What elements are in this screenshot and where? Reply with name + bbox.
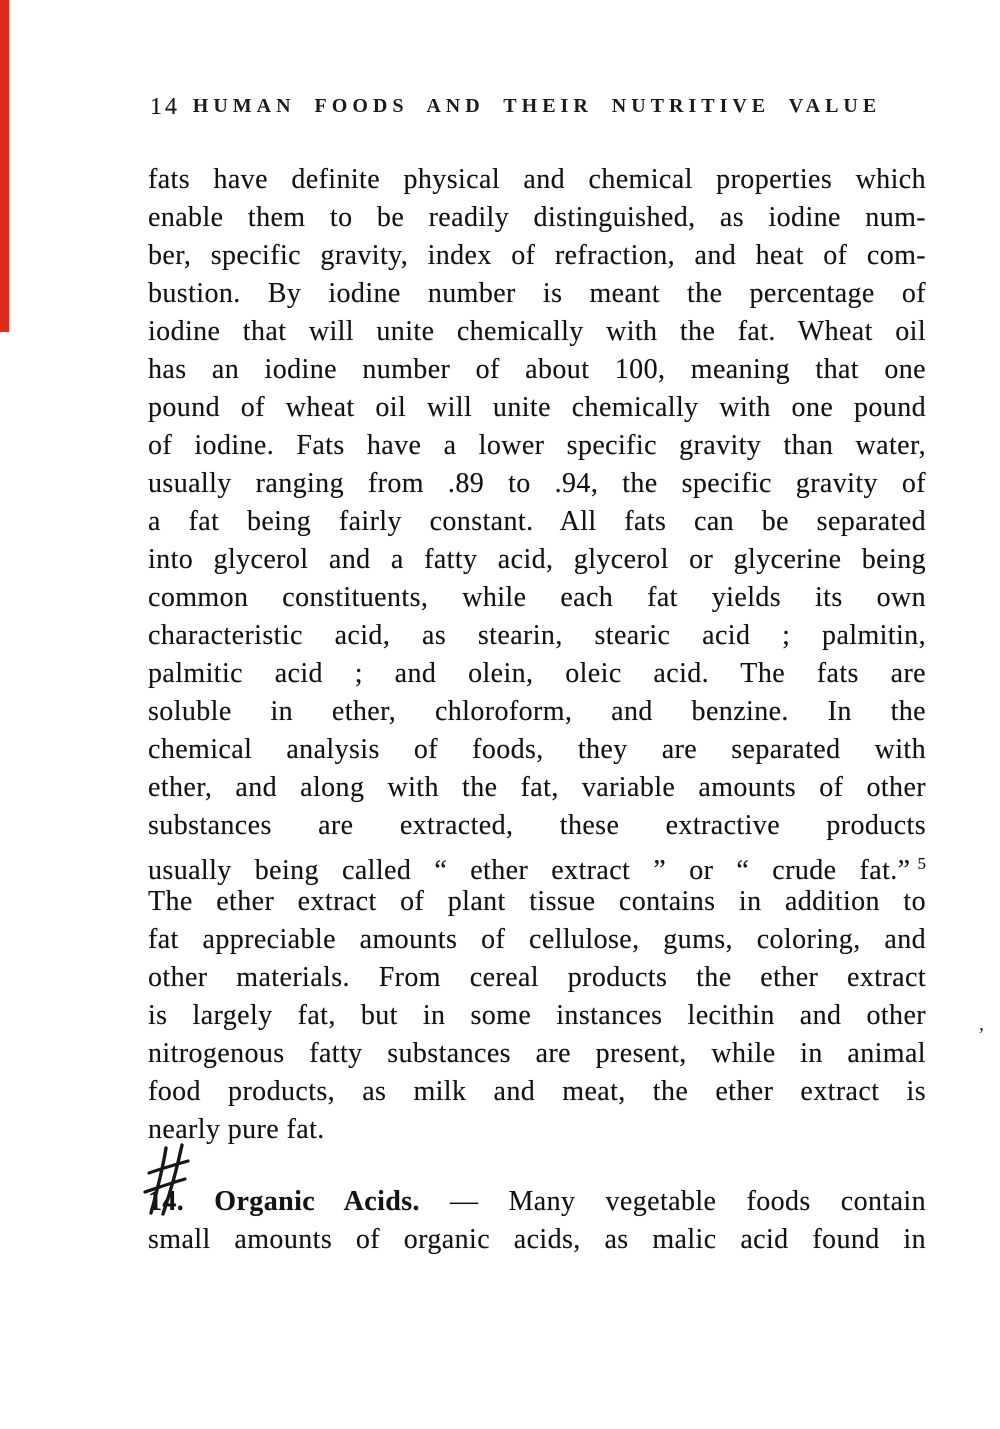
text-line: usually being called “ ether extract ” or “ crude fat.” xyxy=(148,855,911,886)
running-header xyxy=(148,92,926,124)
section-text: — Many vegetable foods contain xyxy=(419,1186,926,1217)
text-line: common constituents, while each fat yields its own xyxy=(148,582,926,613)
text-line: small amounts of organic acids, as malic acid found in xyxy=(148,1224,926,1255)
section-number-and-title: 14. Organic Acids. xyxy=(148,1186,420,1217)
text-line: soluble in ether, chloroform, and benzine. In the xyxy=(148,696,926,727)
text-line: usually ranging from .89 to .94, the specific gravity of xyxy=(148,468,926,499)
text-line: iodine that will unite chemically with the fat. Wheat oil xyxy=(148,316,926,347)
text-line: characteristic acid, as stearin, stearic acid ; palmitin, xyxy=(148,620,926,651)
text-line: of iodine. Fats have a lower specific gravity than water, xyxy=(148,430,926,461)
text-line-with-footnote xyxy=(148,845,926,886)
page-number: 14 xyxy=(150,94,180,120)
text-line: nitrogenous fatty substances are present, while in animal xyxy=(148,1038,926,1069)
text-line: other materials. From cereal products the ether extract xyxy=(148,962,926,993)
text-line: bustion. By iodine number is meant the percentage of xyxy=(148,278,926,309)
text-line: enable them to be readily distinguished, as iodine num- xyxy=(148,202,926,233)
footnote-marker: 5 xyxy=(917,854,926,873)
text-line: The ether extract of plant tissue contains in addition to xyxy=(148,886,926,917)
text-line: fat appreciable amounts of cellulose, gums, coloring, and xyxy=(148,924,926,955)
section-heading-line xyxy=(148,1183,926,1221)
red-margin-stripe xyxy=(0,0,9,332)
text-line: has an iodine number of about 100, meaning that one xyxy=(148,354,926,385)
body-text-column xyxy=(148,161,926,1259)
section-paragraph xyxy=(148,1183,926,1259)
text-line: ber, specific gravity, index of refraction, and heat of com- xyxy=(148,240,926,271)
text-line: pound of wheat oil will unite chemically with one pound xyxy=(148,392,926,423)
text-line: a fat being fairly constant. All fats can be separated xyxy=(148,506,926,537)
text-line: palmitic acid ; and olein, oleic acid. The fats are xyxy=(148,658,926,689)
text-line: substances are extracted, these extractive products xyxy=(148,810,926,841)
text-line: food products, as milk and meat, the ether extract is xyxy=(148,1076,926,1107)
text-line: ether, and along with the fat, variable amounts of other xyxy=(148,772,926,803)
text-line: into glycerol and a fatty acid, glycerol or glycerine being xyxy=(148,544,926,575)
text-line: fats have definite physical and chemical properties which xyxy=(148,164,926,195)
text-line: is largely fat, but in some instances lecithin and other xyxy=(148,1000,926,1031)
text-line: nearly pure fat. xyxy=(148,1114,325,1145)
text-line: chemical analysis of foods, they are separated with xyxy=(148,734,926,765)
margin-ink-mark: ’ xyxy=(978,1024,985,1046)
running-title: HUMAN FOODS AND THEIR NUTRITIVE VALUE xyxy=(192,95,882,117)
